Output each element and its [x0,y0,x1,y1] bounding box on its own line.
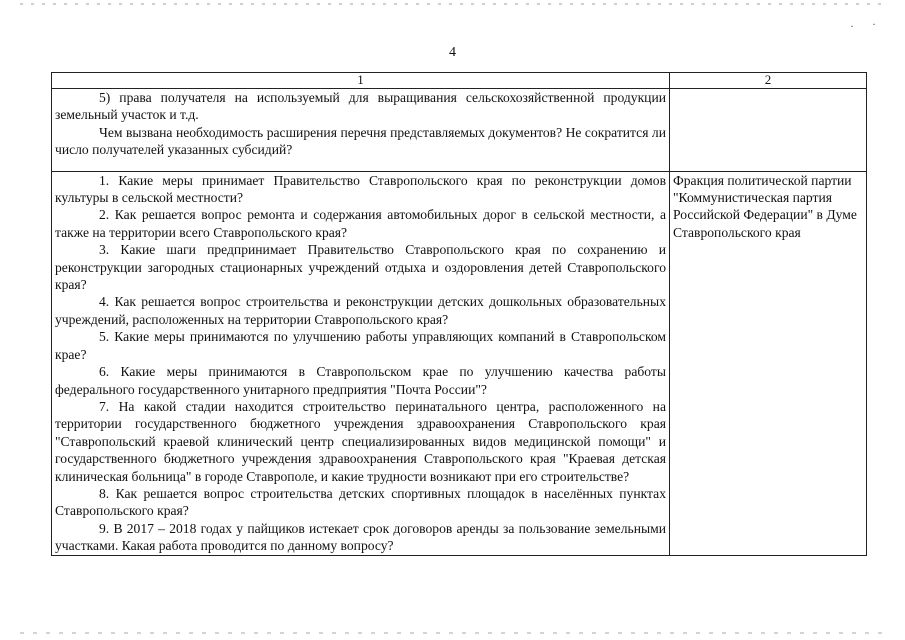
question-paragraph: 8. Как решается вопрос строительства детских спортивных площадок в населённых пунктах Ставропольского края? [55,485,666,519]
question-paragraph: 2. Как решается вопрос ремонта и содержания автомобильных дорог в сельской местности, а также на территории всего Ставропольского края? [55,207,666,240]
questions-cell [52,89,670,172]
question-paragraph: 1. Какие меры принимает Правительство Ставропольского края по реконструкции домов культуры в сельской местности? [55,172,666,206]
question-paragraph: Чем вызвана необходимость расширения перечня представляемых документов? Не сократится ли число получателей указанных субсидий? [55,124,666,158]
column-header-1: 1 [52,73,670,89]
question-paragraph: 5. Какие меры принимаются по улучшению работы управляющих компаний в Ставропольском крае? [55,329,666,362]
question-paragraph: 7. На какой стадии находится строительство перинатального центра, расположенного на территории государственного бюджетного учреждения здравоохранения Ставропольского края "Ставропольский краевой клинический центр специализированных видов медицинской помощи" и государственного бюджетного учреждения здравоохранения Ставропольского края "Краевая детская клиническая больница" в городе Ставрополе, и какие трудности возникают при его строительстве? [55,398,666,484]
author-cell: Фракция политической партии "Коммунистическая партия Российской Федерации" в Думе Ставропольского края [670,171,867,555]
scan-artifact-bottom [20,632,885,634]
question-paragraph: 6. Какие меры принимаются в Ставропольском крае по улучшению качества работы федерального государственного унитарного предприятия "Почта России"? [55,364,666,397]
questions-cell [52,171,670,555]
question-paragraph: 9. В 2017 – 2018 годах у пайщиков истекает срок договоров аренды за пользование земельными участками. Какая работа проводится по данному вопросу? [55,520,666,554]
table-header-row [52,73,867,89]
scan-speck: · [872,17,876,31]
page-number: 4 [449,45,456,60]
table-row [52,89,867,172]
scan-artifact-top [20,3,885,5]
author-cell [670,89,867,172]
scan-speck: · [850,19,854,33]
table-row [52,171,867,555]
questions-table [51,72,867,556]
question-paragraph: 3. Какие шаги предпринимает Правительство Ставропольского края по сохранению и реконструкции загородных стационарных учреждений отдыха и оздоровления детей Ставропольского края? [55,242,666,293]
question-paragraph: 5) права получателя на используемый для выращивания сельскохозяйственной продукции земельный участок и т.д. [55,90,666,123]
column-header-2: 2 [670,73,867,89]
question-paragraph: 4. Как решается вопрос строительства и реконструкции детских дошкольных образовательных учреждений, расположенных на территории Ставропольского края? [55,294,666,327]
